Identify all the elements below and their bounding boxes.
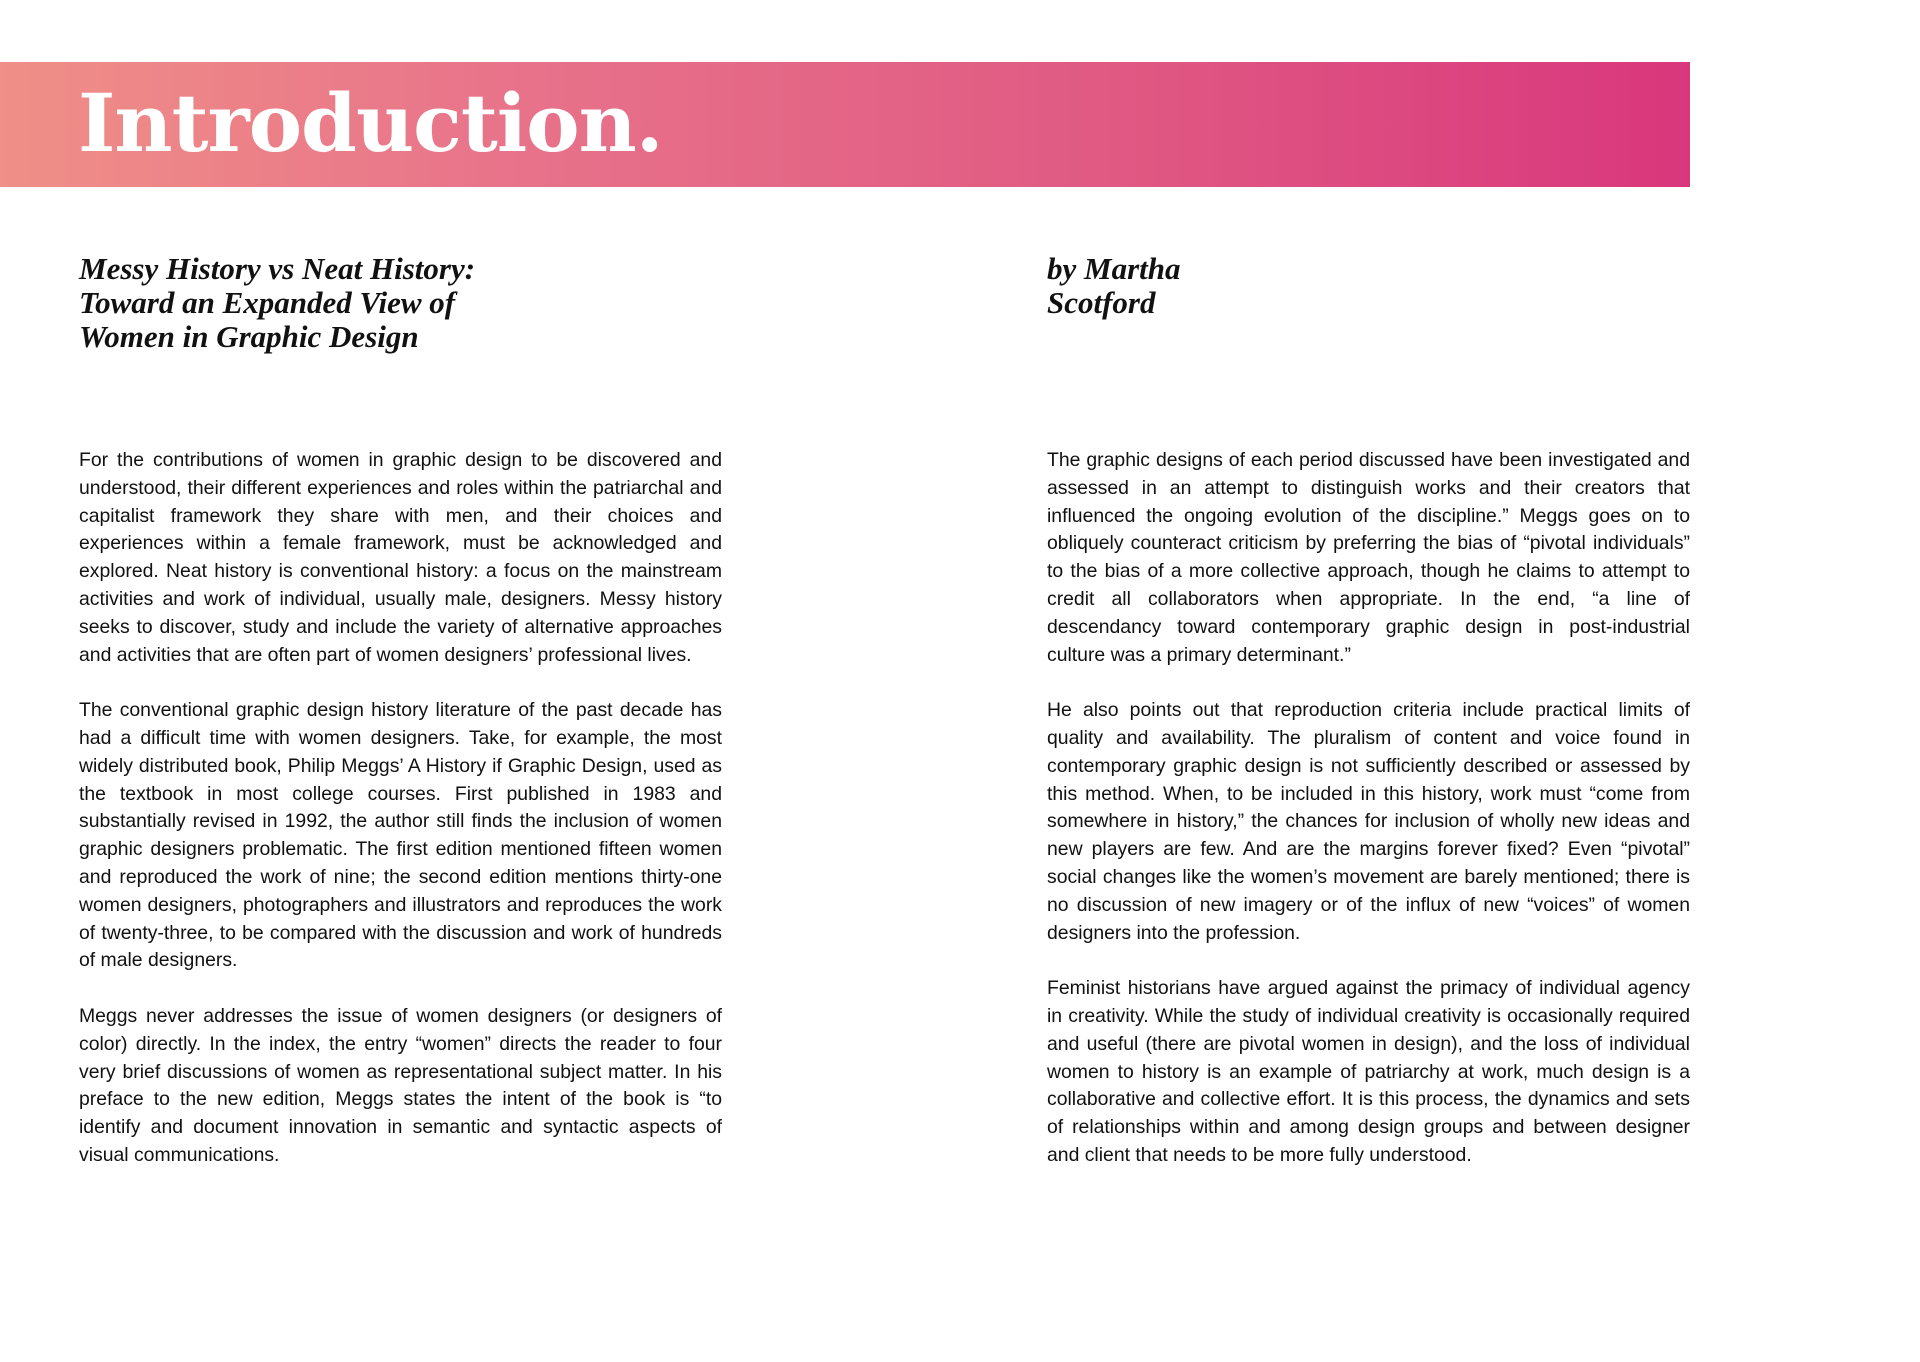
left-text-column [79, 447, 722, 1198]
subtitle-line: Toward an Expanded View of [79, 285, 456, 320]
subtitle-line: Women in Graphic Design [79, 319, 419, 354]
right-text-column [1047, 447, 1690, 1198]
body-paragraph: Feminist historians have argued against the primacy of individual agency in creativity. While the study of individual creativity is occasionally required and useful (there are pivotal women in design), and the loss of individual women to history is an example of patriarchy at work, much design is a collaborative and collective effort. It is this process, the dynamics and sets of relationships within and among design groups and between designer and client that needs to be more fully understood. [1047, 977, 1690, 1166]
author-byline [1047, 252, 1347, 320]
body-paragraph: He also points out that reproduction criteria include practical limits of quality and availability. The pluralism of content and voice found in contemporary graphic design is not sufficiently described or assessed by this method. When, to be included in this history, work must “come from somewhere in history,” the chances for inclusion of wholly new ideas and new players are few. And are the margins forever fixed? Even “pivotal” social changes like the women’s movement are barely mentioned; there is no discussion of new imagery or of the influx of new “voices” of women designers into the profession. [1047, 699, 1690, 944]
subtitle-line: Messy History vs Neat History: [79, 251, 476, 286]
byline-line: Scotford [1047, 285, 1156, 320]
byline-line: by Martha [1047, 251, 1181, 286]
body-paragraph: For the contributions of women in graphic design to be discovered and understood, their different experiences and roles within the patriarchal and capitalist framework they share with men, and their choices and experiences within a female framework, must be acknowledged and explored. Neat history is conventional history: a focus on the mainstream activities and work of individual, usually male, designers. Messy history seeks to discover, study and include the variety of alternative approaches and activities that are often part of women designers’ professional lives. [79, 449, 722, 666]
body-paragraph: The graphic designs of each period discussed have been investigated and assessed in an attempt to distinguish works and their creators that influenced the ongoing evolution of the discipline.” Meggs goes on to obliquely counteract criticism by preferring the bias of “pivotal individuals” to the bias of a more collective approach, though he claims to attempt to credit all collaborators when appropriate. In the end, “a line of descendancy toward contemporary graphic design in post-industrial culture was a primary determinant.” [1047, 449, 1690, 666]
article-subtitle [79, 252, 599, 354]
body-paragraph: The conventional graphic design history literature of the past decade has had a difficult time with women designers. Take, for example, the most widely distributed book, Philip Meggs’ A History if Graphic Design, used as the textbook in most college courses. First published in 1983 and substantially revised in 1992, the author still finds the inclusion of women graphic designers problematic. The first edition mentioned fifteen women and reproduced the work of nine; the second edition mentions thirty-one women designers, photographers and illustrators and reproduces the work of twenty-three, to be compared with the discussion and work of hundreds of male designers. [79, 699, 722, 972]
page-title: Introduction. [78, 76, 663, 170]
title-banner [0, 62, 1690, 187]
body-paragraph: Meggs never addresses the issue of women designers (or designers of color) directly. In the index, the entry “women” directs the reader to four very brief discussions of women as representational subject matter. In his preface to the new edition, Meggs states the intent of the book is “to identify and document innovation in semantic and syntactic aspects of visual communications. [79, 1004, 722, 1166]
